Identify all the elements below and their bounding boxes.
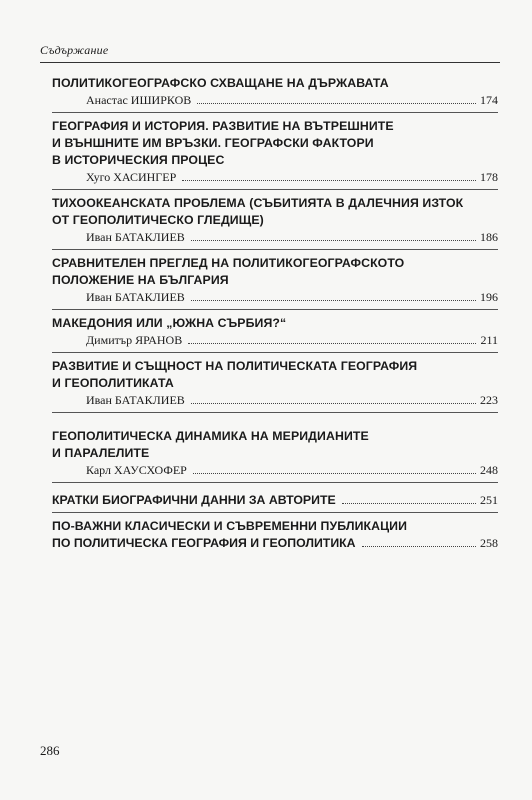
toc-author-line xyxy=(52,169,498,186)
toc-title-line: РАЗВИТИЕ И СЪЩНОСТ НА ПОЛИТИЧЕСКАТА ГЕОГРАФИЯ xyxy=(52,359,418,373)
toc-entry[interactable] xyxy=(52,353,498,413)
toc-entry[interactable] xyxy=(52,310,498,353)
leader-dots xyxy=(182,180,476,181)
toc-title-text: ПО ПОЛИТИЧЕСКА ГЕОГРАФИЯ И ГЕОПОЛИТИКА xyxy=(52,536,356,550)
toc-author: Димитър ЯРАНОВ xyxy=(86,333,183,347)
header-rule xyxy=(40,62,500,63)
toc-author: Иван БАТАКЛИЕВ xyxy=(86,230,185,244)
toc-author-line xyxy=(52,229,498,246)
leader-dots xyxy=(191,300,476,301)
toc-page-number: 223 xyxy=(480,393,498,407)
toc-page-number: 258 xyxy=(480,536,498,550)
toc-title-line: ТИХООКЕАНСКАТА ПРОБЛЕМА (СЪБИТИЯТА В ДАЛЕЧНИЯ ИЗТОК xyxy=(52,196,464,210)
toc-title-line: ГЕОПОЛИТИЧЕСКА ДИНАМИКА НА МЕРИДИАНИТЕ xyxy=(52,429,369,443)
toc-page-number: 248 xyxy=(480,463,498,477)
toc-title-line: МАКЕДОНИЯ ИЛИ „ЮЖНА СЪРБИЯ?“ xyxy=(52,316,287,330)
toc-author-line xyxy=(52,289,498,306)
toc-author: Карл ХАУСХОФЕР xyxy=(86,463,187,477)
leader-dots xyxy=(342,503,476,504)
toc-title-line: ГЕОГРАФИЯ И ИСТОРИЯ. РАЗВИТИЕ НА ВЪТРЕШНИТЕ xyxy=(52,119,394,133)
toc-title-text: КРАТКИ БИОГРАФИЧНИ ДАННИ ЗА АВТОРИТЕ xyxy=(52,493,336,507)
toc-title-line: ПОЛОЖЕНИЕ НА БЪЛГАРИЯ xyxy=(52,273,229,287)
toc-author-line xyxy=(52,392,498,409)
toc-entry[interactable] xyxy=(52,70,498,113)
leader-dots xyxy=(193,473,476,474)
toc-page-number: 186 xyxy=(480,230,498,244)
leader-dots xyxy=(191,240,476,241)
toc-author: Иван БАТАКЛИЕВ xyxy=(86,393,185,407)
leader-dots xyxy=(362,546,476,547)
toc-title-line: И ПАРАЛЕЛИТЕ xyxy=(52,446,150,460)
leader-dots xyxy=(191,403,476,404)
toc-entry[interactable] xyxy=(52,190,498,250)
toc-author-line xyxy=(52,332,498,349)
toc-title-line: В ИСТОРИЧЕСКИЯ ПРОЦЕС xyxy=(52,153,225,167)
toc-title-line xyxy=(52,535,498,552)
toc-title-line xyxy=(52,492,498,509)
toc-page-number: 211 xyxy=(480,333,498,347)
leader-dots xyxy=(197,103,476,104)
toc-title-line: ОТ ГЕОПОЛИТИЧЕСКО ГЛЕДИЩЕ) xyxy=(52,213,264,227)
toc-entry[interactable] xyxy=(52,487,498,513)
toc-page-number: 196 xyxy=(480,290,498,304)
toc-author: Анастас ИШИРКОВ xyxy=(86,93,192,107)
toc-entry[interactable] xyxy=(52,513,498,555)
toc-title-line: СРАВНИТЕЛЕН ПРЕГЛЕД НА ПОЛИТИКОГЕОГРАФСКОТО xyxy=(52,256,405,270)
toc-title-line: И ГЕОПОЛИТИКАТА xyxy=(52,376,174,390)
toc-page-number: 174 xyxy=(480,93,498,107)
toc-page-number: 178 xyxy=(480,170,498,184)
toc-page-number: 251 xyxy=(480,493,498,507)
leader-dots xyxy=(188,343,476,344)
toc-author: Иван БАТАКЛИЕВ xyxy=(86,290,185,304)
running-head: Съдържание xyxy=(40,43,109,57)
toc-title-line: И ВЪНШНИТЕ ИМ ВРЪЗКИ. ГЕОГРАФСКИ ФАКТОРИ xyxy=(52,136,374,150)
toc-author: Хуго ХАСИНГЕР xyxy=(86,170,177,184)
toc-entry[interactable] xyxy=(52,423,498,483)
toc-entry[interactable] xyxy=(52,250,498,310)
toc-entry[interactable] xyxy=(52,113,498,190)
page-number: 286 xyxy=(40,743,60,758)
toc-title-line: ПОЛИТИКОГЕОГРАФСКО СХВАЩАНЕ НА ДЪРЖАВАТА xyxy=(52,76,389,90)
toc-title-line: ПО-ВАЖНИ КЛАСИЧЕСКИ И СЪВРЕМЕННИ ПУБЛИКАЦИИ xyxy=(52,519,408,533)
toc-author-line xyxy=(52,92,498,109)
toc-author-line xyxy=(52,462,498,479)
table-of-contents xyxy=(52,70,498,555)
